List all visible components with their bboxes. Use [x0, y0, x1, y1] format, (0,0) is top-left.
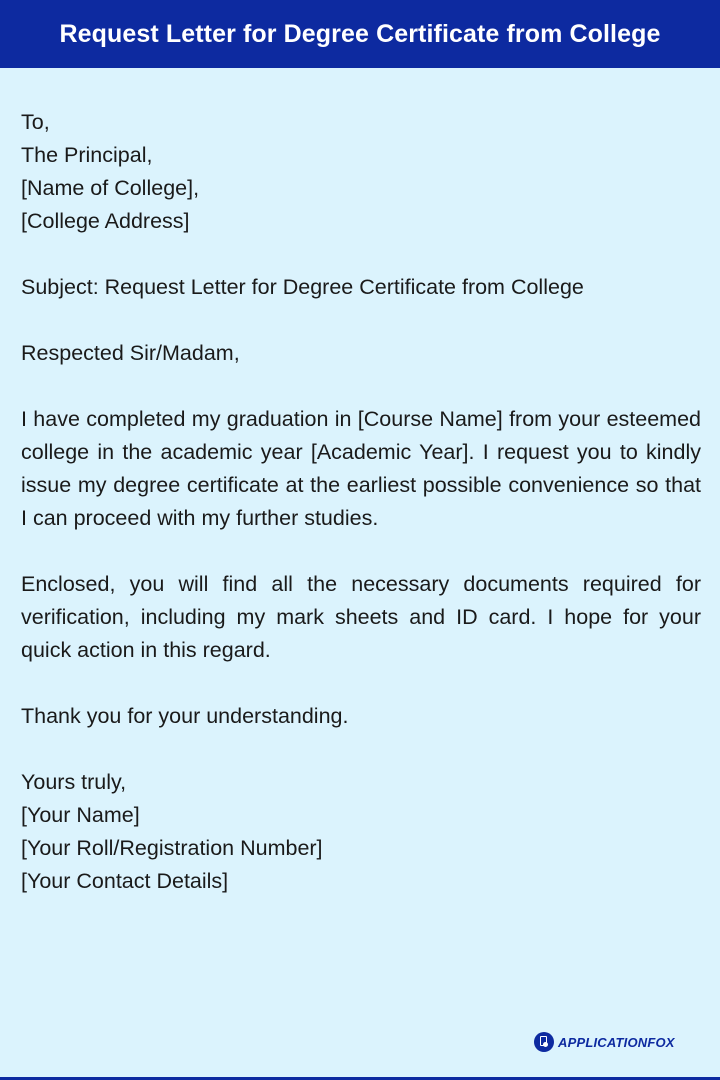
address-line: [Name of College],: [21, 176, 200, 200]
thanks-block: [21, 700, 701, 733]
body-paragraph-1: [21, 403, 701, 535]
body-paragraph: Enclosed, you will find all the necessary documents required for verification, including my mark sheets and ID card. I hope for your quick action in this regard.: [21, 572, 701, 662]
body-paragraph: I have completed my graduation in [Course Name] from your esteemed college in the academic year [Academic Year]. I request you to kindly issue my degree certificate at the earliest possible convenience so that I can proceed with my further studies.: [21, 407, 701, 530]
body-paragraph-2: [21, 568, 701, 667]
salutation: Respected Sir/Madam,: [21, 341, 240, 365]
thanks-line: Thank you for your understanding.: [21, 704, 349, 728]
subject-line: Subject: Request Letter for Degree Certificate from College: [21, 275, 584, 299]
signoff-line: [Your Name]: [21, 803, 140, 827]
brand-name: APPLICATIONFOX: [558, 1034, 675, 1050]
salutation-block: [21, 337, 701, 370]
applicationfox-logo-icon: [534, 1032, 554, 1052]
signoff-block: [21, 766, 701, 898]
header-bar: [0, 0, 720, 68]
brand-logo: [534, 1032, 675, 1052]
address-line: To,: [21, 110, 50, 134]
page-title: Request Letter for Degree Certificate from College: [59, 19, 661, 48]
recipient-address: [21, 106, 701, 238]
address-line: [College Address]: [21, 209, 190, 233]
subject-block: [21, 271, 701, 304]
signoff-line: [Your Contact Details]: [21, 869, 229, 893]
signoff-line: [Your Roll/Registration Number]: [21, 836, 323, 860]
address-line: The Principal,: [21, 143, 153, 167]
letter-body: [21, 106, 701, 898]
signoff-line: Yours truly,: [21, 770, 127, 794]
